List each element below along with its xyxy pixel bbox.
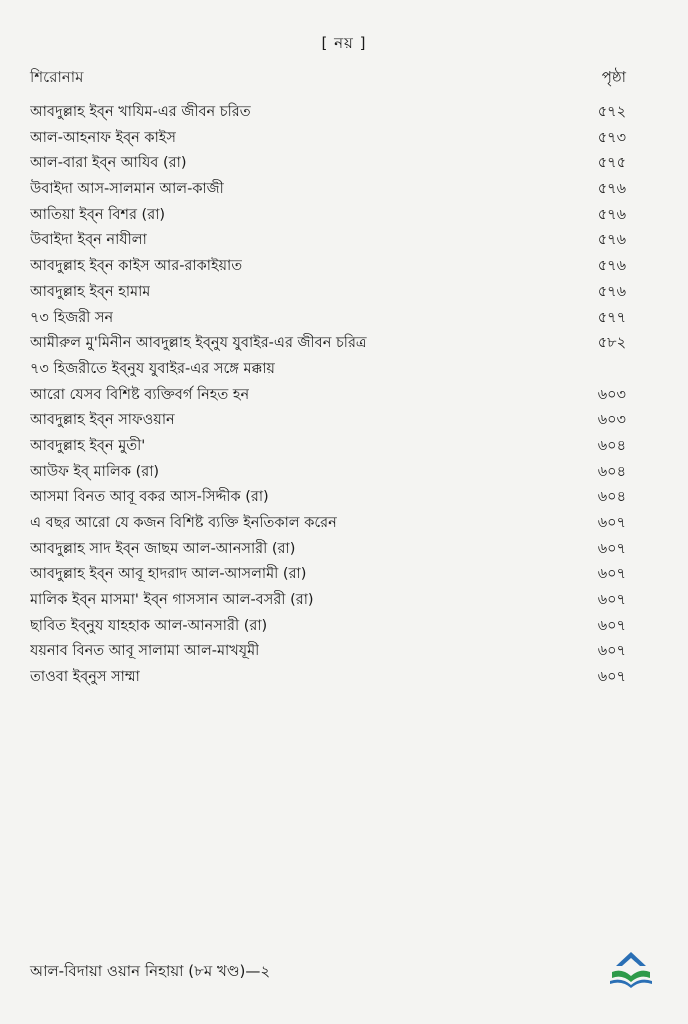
toc-entry-page: ৫৭৬: [597, 283, 626, 300]
toc-column-header: [30, 66, 626, 88]
toc-entry-title: ছাবিত ইব্‌নুয যাহহাক আল-আনসারী (রা): [30, 617, 268, 634]
page-footer: আল-বিদায়া ওয়ান নিহায়া (৮ম খণ্ড)—২: [30, 962, 271, 980]
toc-entry-page: ৬০৩: [597, 386, 626, 403]
toc-entry: [30, 331, 626, 357]
table-of-contents: [30, 100, 626, 691]
toc-entry: [30, 357, 626, 383]
publisher-logo-icon: [606, 950, 656, 990]
toc-entry-title: আল-বারা ইব্‌ন আযিব (রা): [30, 155, 187, 172]
toc-entry: [30, 228, 626, 254]
toc-entry-page: ৬০৭: [597, 592, 626, 609]
toc-entry-page: ৫৭৩: [597, 129, 626, 146]
toc-entry-title: আবদুল্লাহ ইব্‌ন আবূ হাদরাদ আল-আসলামী (রা): [30, 566, 307, 583]
toc-entry-title: উবাইদা ইব্‌ন নাযীলা: [30, 232, 147, 249]
toc-entry-title: তাওবা ইব্‌নুস সাম্মা: [30, 669, 140, 686]
toc-entry: [30, 460, 626, 486]
toc-entry-title: আবদুল্লাহ ইব্‌ন হামাম: [30, 283, 151, 300]
toc-entry-title: এ বছর আরো যে কজন বিশিষ্ট ব্যক্তি ইনতিকাল করেন: [30, 515, 337, 531]
toc-entry-title: ৭৩ হিজরী সন: [30, 309, 114, 326]
toc-entry: [30, 614, 626, 640]
toc-entry: [30, 562, 626, 588]
toc-entry-page: ৫৭২: [597, 104, 626, 120]
toc-entry-title: আবদুল্লাহ ইব্‌ন খাযিম-এর জীবন চরিত: [30, 104, 251, 120]
toc-entry-page: ৬০৭: [597, 669, 626, 686]
toc-entry: [30, 126, 626, 152]
toc-entry-title: ৭৩ হিজরীতে ইব্‌নুয যুবাইর-এর সঙ্গে মক্কায়: [30, 360, 275, 377]
toc-entry: [30, 511, 626, 537]
toc-entry-page: ৬০৪: [597, 437, 626, 454]
toc-entry-page: ৫৮২: [597, 335, 626, 352]
toc-entry: [30, 408, 626, 434]
toc-entry-title: আল-আহনাফ ইব্‌ন কাইস: [30, 129, 176, 146]
toc-entry-title: আবদুল্লাহ ইব্‌ন কাইস আর-রাকাইয়াত: [30, 258, 243, 275]
toc-entry-title: আবদুল্লাহ ইব্‌ন মুতী': [30, 437, 146, 454]
toc-entry: [30, 665, 626, 691]
toc-entry-page: ৫৭৬: [597, 258, 626, 275]
toc-entry: [30, 485, 626, 511]
toc-entry-title: উবাইদা আস-সালমান আল-কাজী: [30, 181, 224, 198]
toc-entry-page: ৫৭৫: [597, 155, 626, 172]
toc-entry: [30, 280, 626, 306]
toc-entry-title: আউফ ইব্‌ মালিক (রা): [30, 463, 160, 480]
toc-entry: [30, 203, 626, 229]
toc-entry-title: আবদুল্লাহ সাদ ইব্‌ন জাছম আল-আনসারী (রা): [30, 540, 296, 557]
toc-entry-page: ৬০৭: [597, 515, 626, 531]
toc-entry: [30, 537, 626, 563]
toc-entry-title: আমীরুল মু'মিনীন আবদুল্লাহ ইব্‌নুয যুবাইর-এর জীবন চরিত্র: [30, 335, 367, 352]
toc-entry-title: মালিক ইব্‌ন মাসমা' ইব্‌ন গাসসান আল-বসরী (রা): [30, 592, 314, 609]
toc-page-column-label: পৃষ্ঠা: [601, 68, 626, 86]
toc-entry-page: ৫৭৬: [597, 232, 626, 249]
toc-entry-title: আরো যেসব বিশিষ্ট ব্যক্তিবর্গ নিহত হন: [30, 386, 250, 403]
toc-entry: [30, 434, 626, 460]
toc-entry: [30, 383, 626, 409]
toc-entry: [30, 588, 626, 614]
toc-entry-page: ৬০৪: [597, 463, 626, 480]
toc-entry: [30, 177, 626, 203]
toc-entry-page: ৫৭৭: [597, 309, 626, 326]
toc-entry-title: যয়নাব বিনত আবূ সালামা আল-মাখযূমী: [30, 643, 260, 660]
toc-entry: [30, 639, 626, 665]
page-number: [ নয় ]: [321, 34, 367, 52]
toc-entry-page: ৬০৭: [597, 617, 626, 634]
toc-entry: [30, 306, 626, 332]
toc-entry-page: ৬০৭: [597, 566, 626, 583]
toc-entry-title: আতিয়া ইব্‌ন বিশর (রা): [30, 206, 166, 223]
logo-roof: [616, 952, 646, 966]
toc-entry: [30, 254, 626, 280]
toc-entry-page: ৬০৭: [597, 643, 626, 660]
toc-entry-page: ৬০৪: [597, 489, 626, 506]
toc-entry-title: আবদুল্লাহ ইব্‌ন সাফওয়ান: [30, 412, 175, 429]
toc-entry: [30, 151, 626, 177]
toc-entry-page: ৫৭৬: [597, 181, 626, 198]
toc-entry-page: ৬০৭: [597, 540, 626, 557]
toc-title-column-label: শিরোনাম: [30, 68, 84, 86]
toc-entry: [30, 100, 626, 126]
toc-entry-page: ৫৭৬: [597, 206, 626, 223]
toc-entry-title: আসমা বিনত আবূ বকর আস-সিদ্দীক (রা): [30, 489, 269, 506]
toc-entry-page: ৬০৩: [597, 412, 626, 429]
